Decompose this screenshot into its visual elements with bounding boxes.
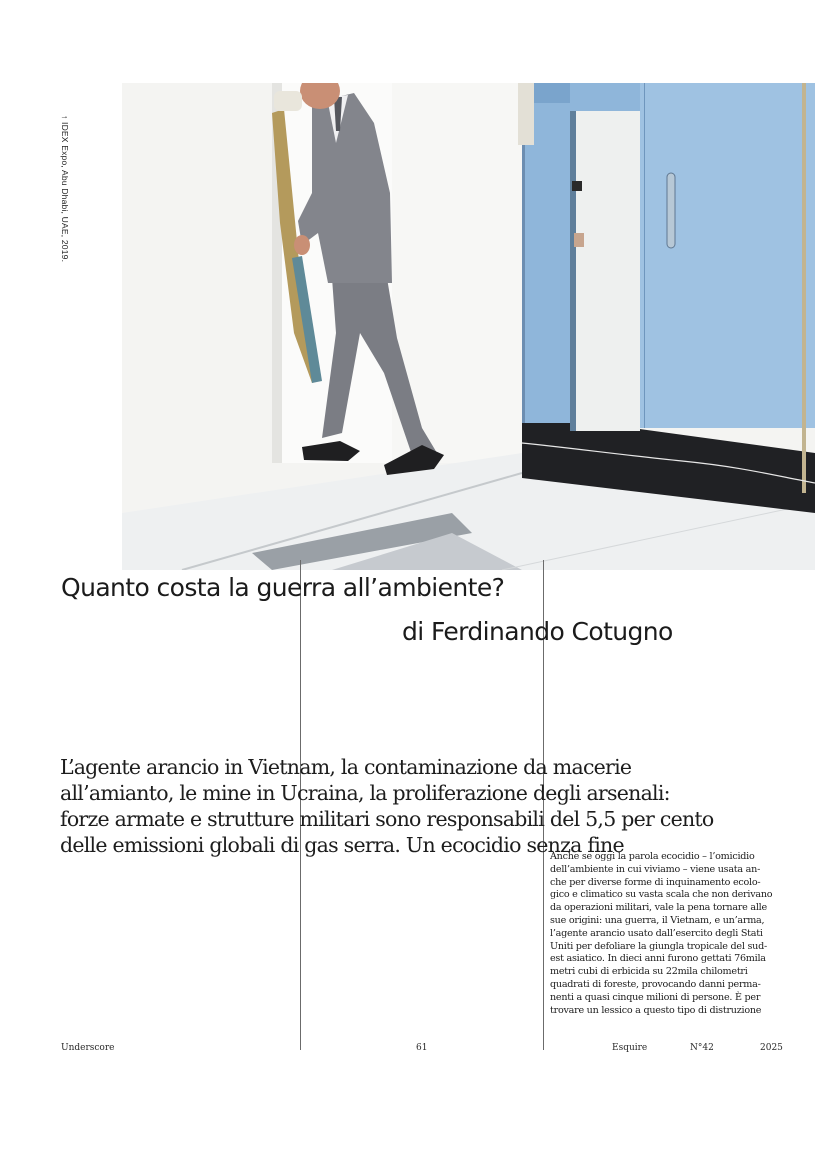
body-line: metri cubi di erbicida su 22mila chilometri xyxy=(550,966,748,978)
article-lead xyxy=(60,754,790,858)
article-photo xyxy=(122,83,815,570)
photo-illustration xyxy=(122,83,815,570)
body-line: trovare un lessico a questo tipo di distruzione xyxy=(550,1004,762,1016)
body-line: quadrati di foreste, provocando danni perma- xyxy=(550,978,761,990)
body-line: dell’ambiente in cui viviamo – viene usata an- xyxy=(550,863,761,875)
body-line: che per diverse forme di inquinamento ecolo- xyxy=(550,876,761,888)
lead-line: L’agente arancio in Vietnam, la contaminazione da macerie xyxy=(60,755,632,779)
footer-section: Underscore xyxy=(61,1043,115,1053)
footer-issue: N°42 xyxy=(690,1043,714,1053)
article-author: di Ferdinando Cotugno xyxy=(402,617,673,646)
photo-caption: ↑ IDEX Expo, Abu Dhabi, UAE, 2019. xyxy=(60,115,70,263)
body-line: Anche se oggi la parola ecocidio – l’omicidio xyxy=(550,851,755,862)
footer-year: 2025 xyxy=(760,1043,783,1053)
article-title: Quanto costa la guerra all’ambiente? xyxy=(61,573,505,602)
body-line: Uniti per defoliare la giungla tropicale del sud- xyxy=(550,940,767,952)
body-line: gico e climatico su vasta scala che non derivano xyxy=(550,889,773,901)
body-line: nenti a quasi cinque milioni di persone. È per xyxy=(550,991,761,1003)
article-body xyxy=(550,851,784,1017)
lead-line: delle emissioni globali di gas serra. Un ecocidio senza fine xyxy=(60,833,624,857)
body-line: da operazioni militari, vale la pena tornare alle xyxy=(550,902,767,914)
body-line: est asiatico. In dieci anni furono gettati 76mila xyxy=(550,953,766,965)
footer-page-number: 61 xyxy=(416,1043,428,1053)
body-line: l’agente arancio usato dall’esercito degli Stati xyxy=(550,927,763,939)
lead-line: forze armate e strutture militari sono responsabili del 5,5 per cento xyxy=(60,807,714,831)
footer-magazine: Esquire xyxy=(612,1043,648,1053)
lead-line: all’amianto, le mine in Ucraina, la proliferazione degli arsenali: xyxy=(60,781,670,805)
body-line: sue origini: una guerra, il Vietnam, e un’arma, xyxy=(550,914,765,926)
